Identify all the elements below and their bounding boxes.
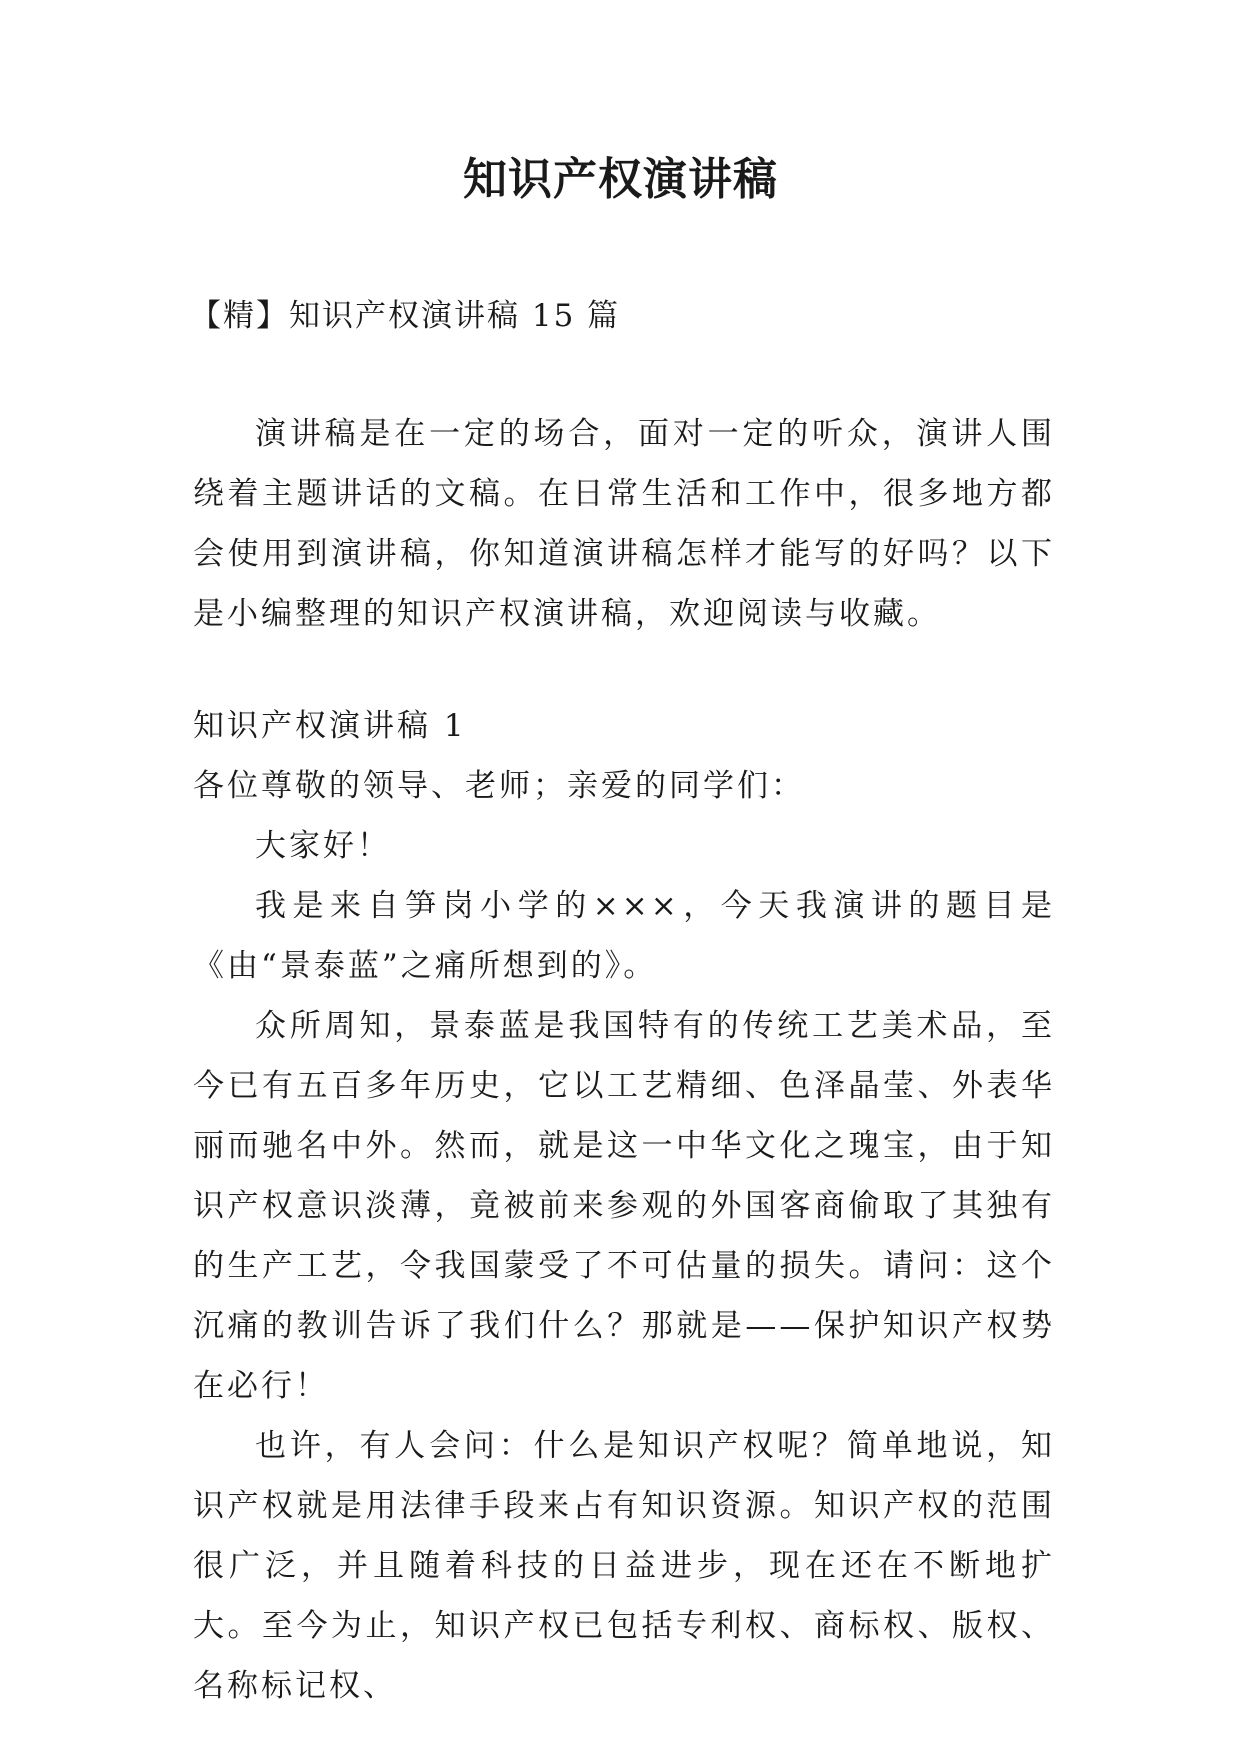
document-title: 知识产权演讲稿 <box>463 154 778 205</box>
salutation: 各位尊敬的领导、老师；亲爱的同学们： <box>193 768 805 804</box>
body-paragraph-2: 众所周知，景泰蓝是我国特有的传统工艺美术品，至今已有五百多年历史，它以工艺精细、色泽晶莹、外表华丽而驰名中外。然而，就是这一中华文化之瑰宝，由于知识产权意识淡薄，竟被前来参观的外国客商偷取了其独有的生产工艺，令我国蒙受了不可估量的损失。请问：这个沉痛的教训告诉了我们什么？那就是——保护知识产权势在必行！ <box>193 1008 1055 1404</box>
document-subtitle: 【精】知识产权演讲稿 15 篇 <box>190 298 621 334</box>
speech-section <box>193 696 1055 1716</box>
intro-paragraph: 演讲稿是在一定的场合，面对一定的听众，演讲人围绕着主题讲话的文稿。在日常生活和工作中，很多地方都会使用到演讲稿，你知道演讲稿怎样才能写的好吗？以下是小编整理的知识产权演讲稿，欢迎阅读与收藏。 <box>193 416 1055 632</box>
section-heading: 知识产权演讲稿 1 <box>193 708 467 744</box>
greeting: 大家好！ <box>255 828 391 864</box>
intro-section <box>193 404 1055 644</box>
body-paragraph-1: 我是来自笋岗小学的×××，今天我演讲的题目是《由“景泰蓝”之痛所想到的》。 <box>193 888 1055 984</box>
body-paragraph-3: 也许，有人会问：什么是知识产权呢？简单地说，知识产权就是用法律手段来占有知识资源。知识产权的范围很广泛，并且随着科技的日益进步，现在还在不断地扩大。至今为止，知识产权已包括专利权、商标权、版权、名称标记权、 <box>193 1428 1055 1704</box>
